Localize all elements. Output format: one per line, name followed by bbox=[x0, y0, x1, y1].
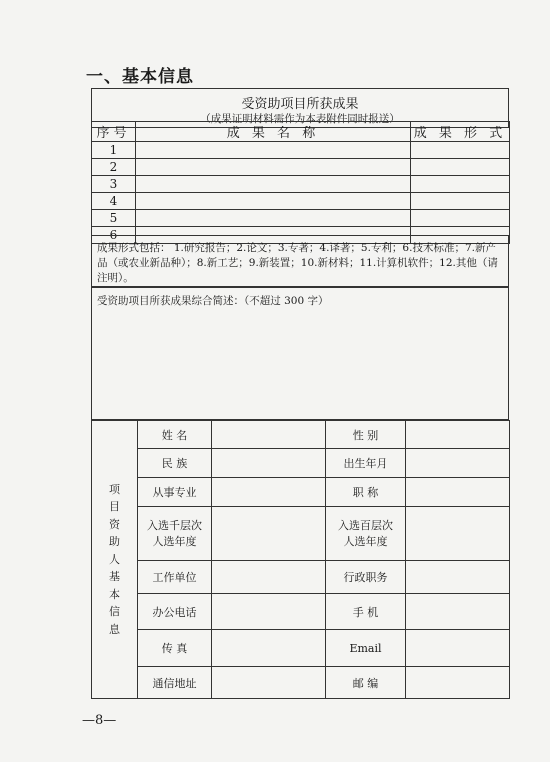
summary-label: 受资助项目所获成果综合简述：（不超过 300 字） bbox=[97, 295, 329, 307]
result-form-cell[interactable] bbox=[411, 176, 510, 193]
field-label: 传 真 bbox=[138, 630, 212, 667]
result-name-cell[interactable] bbox=[136, 210, 411, 227]
result-types-text: 成果形式包括： 1.研究报告；2.论文；3.专著；4.译著；5.专利；6.技术标准；7.新产品（或农业新品种）；8.新工艺；9.新装置；10.新材料；11.计算机软件；12.其他（请注明）。 bbox=[97, 242, 498, 284]
field-value[interactable] bbox=[212, 478, 326, 507]
row-index: 4 bbox=[92, 193, 136, 210]
col-header-form: 成 果 形 式 bbox=[411, 122, 510, 142]
field-value[interactable] bbox=[212, 561, 326, 594]
field-value[interactable] bbox=[406, 561, 510, 594]
field-label: 通信地址 bbox=[138, 667, 212, 699]
field-label: 职 称 bbox=[326, 478, 406, 507]
field-label: 邮 编 bbox=[326, 667, 406, 699]
result-types-note bbox=[91, 235, 509, 287]
table-row bbox=[92, 193, 510, 210]
field-value[interactable] bbox=[406, 478, 510, 507]
field-label: 手 机 bbox=[326, 594, 406, 630]
field-value[interactable] bbox=[212, 594, 326, 630]
table-row bbox=[92, 142, 510, 159]
results-header-row bbox=[92, 122, 510, 142]
result-name-cell[interactable] bbox=[136, 142, 411, 159]
field-value[interactable] bbox=[406, 667, 510, 699]
field-value[interactable] bbox=[212, 421, 326, 449]
result-form-cell[interactable] bbox=[411, 193, 510, 210]
row-index: 6 bbox=[92, 227, 136, 244]
field-value[interactable] bbox=[406, 449, 510, 478]
results-table bbox=[91, 121, 510, 244]
table-row bbox=[92, 159, 510, 176]
row-index: 2 bbox=[92, 159, 136, 176]
field-label: 行政职务 bbox=[326, 561, 406, 594]
result-form-cell[interactable] bbox=[411, 210, 510, 227]
results-subtitle: （成果证明材料需作为本表附件同时报送） bbox=[200, 113, 400, 125]
field-label: 入选千层次 人选年度 bbox=[138, 507, 212, 561]
table-row bbox=[92, 176, 510, 193]
col-header-index: 序号 bbox=[92, 122, 136, 142]
row-index: 3 bbox=[92, 176, 136, 193]
field-label: 从事专业 bbox=[138, 478, 212, 507]
field-label: 性 别 bbox=[326, 421, 406, 449]
row-index: 5 bbox=[92, 210, 136, 227]
summary-box[interactable] bbox=[91, 287, 509, 420]
field-value[interactable] bbox=[406, 594, 510, 630]
result-form-cell[interactable] bbox=[411, 142, 510, 159]
field-label: 工作单位 bbox=[138, 561, 212, 594]
table-row bbox=[92, 210, 510, 227]
field-label: 民 族 bbox=[138, 449, 212, 478]
field-value[interactable] bbox=[406, 421, 510, 449]
field-value[interactable] bbox=[212, 630, 326, 667]
field-label: 出生年月 bbox=[326, 449, 406, 478]
result-name-cell[interactable] bbox=[136, 159, 411, 176]
field-label: 姓 名 bbox=[138, 421, 212, 449]
field-label: Email bbox=[326, 630, 406, 667]
section-title: 一、基本信息 bbox=[86, 67, 194, 87]
field-label: 办公电话 bbox=[138, 594, 212, 630]
applicant-info-side-label bbox=[92, 421, 138, 699]
side-label-text: 项 目 资 助 人 基 本 信 息 bbox=[109, 482, 120, 636]
field-value[interactable] bbox=[406, 507, 510, 561]
page-number: —8— bbox=[82, 713, 117, 728]
result-name-cell[interactable] bbox=[136, 193, 411, 210]
applicant-info-table bbox=[91, 420, 510, 699]
field-value[interactable] bbox=[212, 667, 326, 699]
col-header-name: 成 果 名 称 bbox=[136, 122, 411, 142]
field-value[interactable] bbox=[212, 507, 326, 561]
field-value[interactable] bbox=[406, 630, 510, 667]
field-value[interactable] bbox=[212, 449, 326, 478]
field-label: 入选百层次 人选年度 bbox=[326, 507, 406, 561]
result-name-cell[interactable] bbox=[136, 176, 411, 193]
row-index: 1 bbox=[92, 142, 136, 159]
result-form-cell[interactable] bbox=[411, 159, 510, 176]
results-title: 受资助项目所获成果 bbox=[241, 97, 359, 112]
